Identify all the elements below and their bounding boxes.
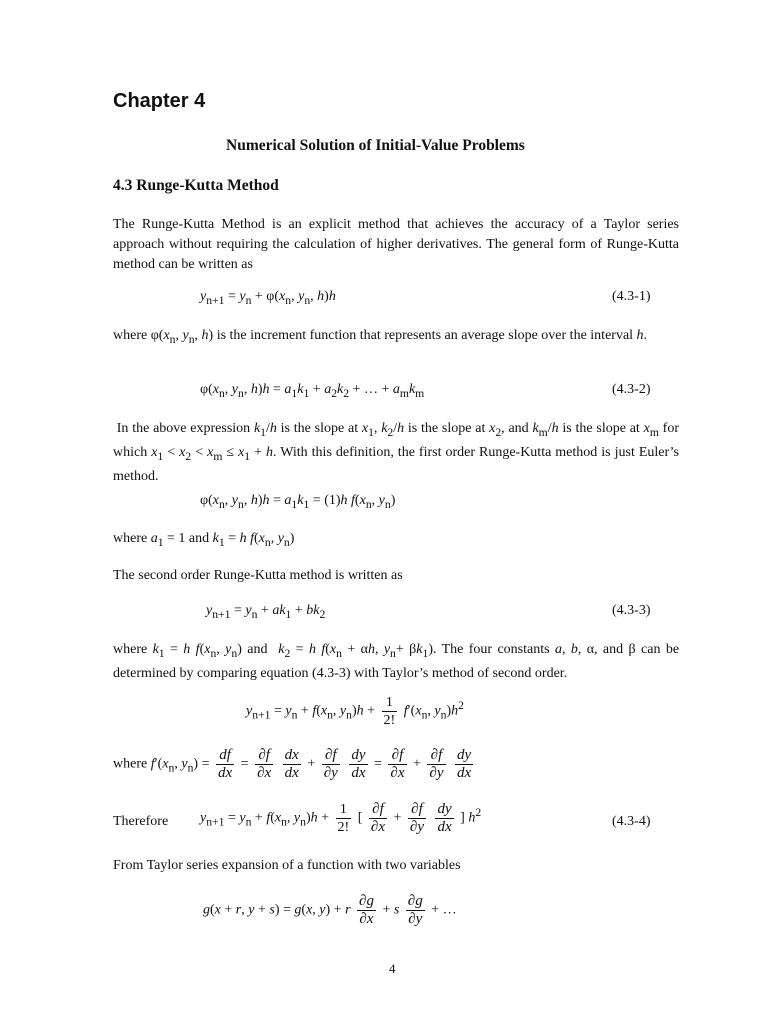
equation-taylor-second-order: $y_{n+1} = y_n + f(x_n$, $y_n)h$ + $\frac{1}{2!}$ $f'(x_n$, $y_n)h^2$ [246,695,464,728]
paragraph-second-order: The second order Runge-Kutta method is written as [113,568,403,583]
equation-number-4-3-4: (4.3-4) [612,814,651,829]
equation-euler: $\varphi(x_n$, $y_n$, $h)h = a_1k_1 = (1)h$ $f(x_n$, $y_n$) [200,493,396,511]
equation-4-3-1: $y_{n+1} = y_n + \varphi(x_n$, $y_n$, h)h [200,289,336,307]
equation-total-derivative: where $f'(x_n$, $y_n$) = $\frac{df}{dx}$ = $\frac{\partial f}{\partial x}$ $\frac{dx}{dx}$ + $\frac{\partial f}{\partial y}$ $\frac{dy}{dx}$ = $\frac{\partial f}{\partial x}$ + $\frac{\partial f}{\partial y}$ $\frac{dy}{dx}$ [113,747,472,781]
equation-number-4-3-1: (4.3-1) [612,289,651,304]
equation-4-3-4: $y_{n+1} = y_n + f(x_n$, $y_n)h$ + $\frac{1}{2!}$ [ $\frac{\partial f}{\partial x}$ + $\frac{\partial f}{\partial y}$ $\frac{dy}{dx}$ ] $h^2$ [200,801,482,835]
paragraph-slopes: In the above expression $k_1/h$ is the slope at $x_1$, $k_2/h$ is the slope at $x_2$, and $k_m/h$ is the slope at $x_m$ for which $x_1 < x_2 < x_m \le x_1 + h$. With this definition, the first order Runge-Kutta method is just Euler’s method. [113,421,680,484]
subsection-title: 4.3 Runge-Kutta Method [113,177,279,194]
page-number: 4 [389,961,396,976]
equation-number-4-3-2: (4.3-2) [612,382,651,397]
section-title: Numerical Solution of Initial-Value Problems [226,137,525,154]
equation-4-3-3: $y_{n+1} = y_n + ak_1 + bk_2$ [206,603,326,621]
paragraph-increment-function: where $\varphi(x_n$, $y_n$, h) is the increment function that represents an average slope over the interval h. [113,328,648,346]
chapter-title: Chapter 4 [113,90,206,112]
paragraph-intro: The Runge-Kutta Method is an explicit method that achieves the accuracy of a Taylor series approach without requiring the calculation of higher derivatives. The general form of Runge-Kutta method can be written as [113,217,679,272]
paragraph-two-variable: From Taylor series expansion of a function with two variables [113,858,461,873]
equation-two-variable-expansion: g(x + r, y + s) = g(x, y) + r $\frac{\partial g}{\partial x}$ + s $\frac{\partial g}{\partial y}$ + … [203,893,457,927]
paragraph-euler-coefficients: where $a_1 = 1$ and $k_1 = h$ $f(x_n$, $y_n$) [113,531,295,549]
paragraph-constants: where $k_1 = h$ $f(x_n$, $y_n$) and $k_2 = h$ $f(x_n + \alpha h$, $y_n+ \beta k_1$). The four constants a, b, α, and β can be determined by comparing equation (4.3-3) with Taylor’s method of second order. [113,642,680,681]
equation-number-4-3-3: (4.3-3) [612,603,651,618]
equation-4-3-2: $\varphi(x_n$, $y_n$, $h)h = a_1k_1 + a_2k_2$ + … + $a_mk_m$ [200,382,425,400]
therefore-label: Therefore [113,814,169,829]
